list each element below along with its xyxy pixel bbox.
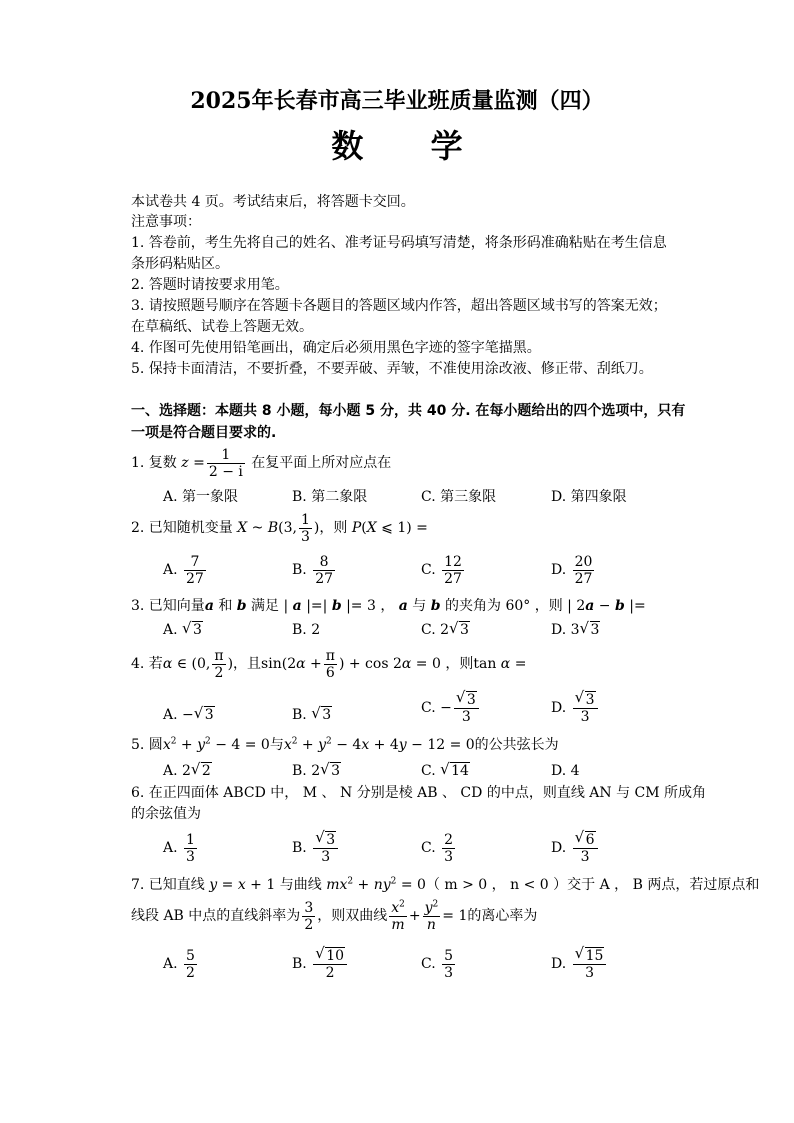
q6-option-b: B. √ 3 3 (292, 830, 340, 866)
q5-option-d: D. 4 (551, 763, 580, 779)
q7-option-a: A. $\frac{5}{2}$ (163, 947, 195, 981)
q3-option-a: A. √ 3 (163, 619, 202, 638)
q4-option-c: C. − √ 3 3 (421, 690, 481, 726)
q1-option-d: D. 第四象限 (551, 489, 627, 505)
note-5: 5. 保持卡面清洁，不要折叠，不要弄破、弄皱，不准使用涂改液、修正带、刮纸刀。 (131, 361, 653, 377)
note-1b: 条形码粘贴区。 (131, 256, 229, 272)
note-1a: 1. 答卷前，考生先将自己的姓名、准考证号码填写清楚，将条形码准确粘贴在考生信息 (131, 235, 667, 251)
note-4: 4. 作图可先使用铅笔画出，确定后必须用黑色字迹的签字笔描黑。 (131, 340, 541, 356)
fraction: $\frac{1}{2 - i}$ (208, 446, 243, 480)
q2-option-b: B. $\frac{8}{27}$ (292, 553, 334, 587)
q3-option-b: B. 2 (292, 622, 321, 638)
q6-option-a: A. $\frac{1}{3}$ (163, 831, 195, 865)
q5-option-b: B. 2 √ 3 (292, 760, 341, 779)
q4-option-b: B. √ 3 (292, 704, 332, 723)
question-7-line-2: 线段 AB 中点的直线斜率为 $\frac{3}{2}$ ，则双曲线 $\frac{x^2}{m}$ + $\frac{y^2}{n}$ = 1的离心率为 (131, 898, 538, 933)
question-4: 4. 若α ∈ (0, $\frac{\pi}{2}$ )，且sin(2α + $\frac{\pi}{6}$ ) + cos 2α = 0 ，则tan α = (131, 647, 527, 681)
q1-option-b: B. 第二象限 (292, 489, 368, 505)
q7-option-c: C. $\frac{5}{3}$ (421, 947, 454, 981)
note-2: 2. 答题时请按要求用笔。 (131, 277, 289, 293)
fraction: $\frac{1}{3}$ (301, 511, 310, 545)
question-3: 3. 已知向量a 和 b 满足 | a |=| b |= 3 ， a 与 b 的夹角为 60° ，则 | 2a − b |= (131, 598, 646, 614)
exam-title: 2025年长春市高三毕业班质量监测（四） (190, 88, 604, 114)
question-2: 2. 已知随机变量 X ~ B(3, $\frac{1}{3}$ )，则 P(X ⩽ 1) = (131, 511, 428, 545)
q7-option-d: D. √ 15 3 (551, 946, 608, 982)
q1-option-c: C. 第三象限 (421, 489, 497, 505)
intro-text: 本试卷共 4 页。考试结束后，将答题卡交回。 (131, 194, 415, 210)
subject-title: 数 学 (331, 127, 491, 165)
q6-option-d: D. √ 6 3 (551, 830, 600, 866)
q2-option-d: D. $\frac{20}{27}$ (551, 553, 593, 587)
note-3b: 在草稿纸、试卷上答题无效。 (131, 319, 313, 335)
q5-option-c: C. √ 14 (421, 760, 469, 779)
q4-option-a: A. − √ 3 (163, 704, 214, 723)
section-1-line-2: 一项是符合题目要求的. (131, 425, 277, 441)
question-6-line-1: 6. 在正四面体 ABCD 中， M 、 N 分别是棱 AB 、 CD 的中点，则直线 AN 与 CM 所成角 (131, 785, 707, 801)
q3-option-c: C. 2 √ 3 (421, 619, 469, 638)
q5-option-a: A. 2 √ 2 (163, 760, 211, 779)
question-6-line-2: 的余弦值为 (131, 806, 201, 822)
notes-heading: 注意事项： (131, 214, 201, 230)
q4-option-d: D. √ 3 3 (551, 690, 600, 726)
question-7-line-1: 7. 已知直线 y = x + 1 与曲线 $mx^2 + ny^2 = 0$（ m > 0 ， n < 0 ）交于 A ， B 两点，若过原点和 (131, 876, 760, 893)
q1-option-a: A. 第一象限 (163, 489, 239, 505)
q3-option-d: D. 3 √ 3 (551, 619, 600, 638)
q2-option-c: C. $\frac{12}{27}$ (421, 553, 462, 587)
note-3a: 3. 请按照题号顺序在答题卡各题目的答题区域内作答，超出答题区域书写的答案无效； (131, 298, 667, 314)
q2-option-a: A. $\frac{7}{27}$ (163, 553, 204, 587)
section-1-line-1: 一、选择题：本题共 8 小题，每小题 5 分，共 40 分. 在每小题给出的四个选项中，只有 (131, 403, 686, 419)
q6-option-c: C. $\frac{2}{3}$ (421, 831, 454, 865)
q7-option-b: B. √ 10 2 (292, 946, 349, 982)
question-1: 1. 复数 z = $\frac{1}{2 - i}$ 在复平面上所对应点在 (131, 446, 392, 480)
question-5: 5. 圆$x^2 + y^2 - 4 = 0$与$x^2 + y^2 - 4x + 4y - 12 = 0$的公共弦长为 (131, 736, 559, 753)
